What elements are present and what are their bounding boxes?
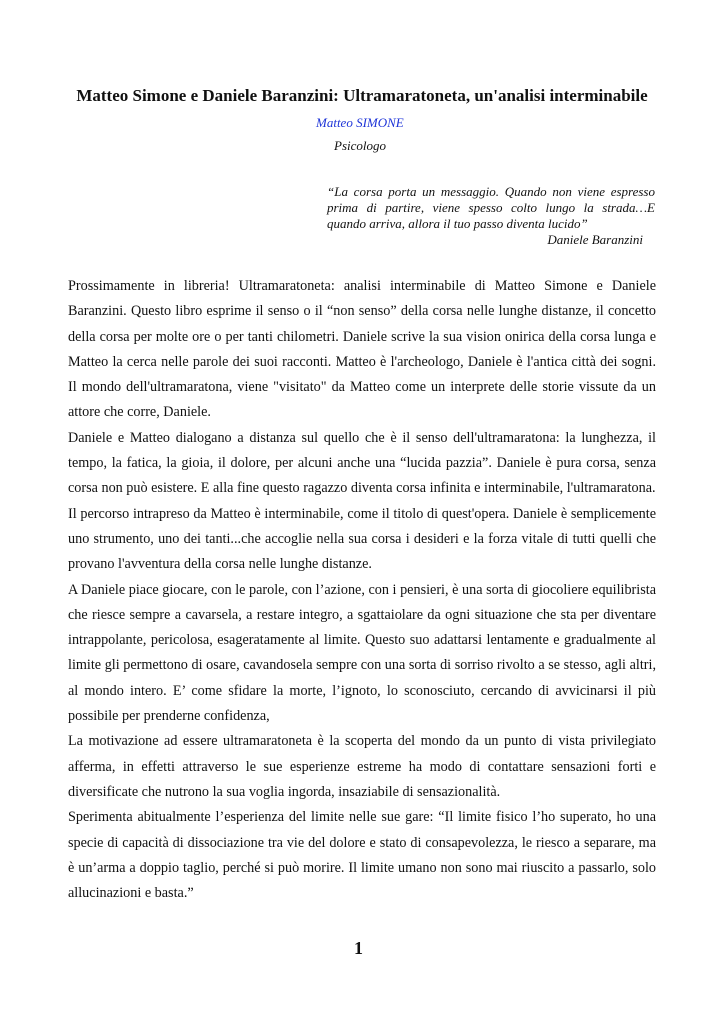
page-number: 1: [354, 938, 363, 958]
epigraph-text: “La corsa porta un messaggio. Quando non viene espresso prima di partire, viene spesso colto lungo la strada…E quando arriva, allora il tuo passo diventa lucido”: [327, 184, 655, 231]
paragraph: Il percorso intrapreso da Matteo è interminabile, come il titolo di quest'opera. Daniele è semplicemente uno strumento, uno dei tanti...che accoglie nella sua corsa i desideri e la forza vitale di tutti quelli che provano l'avventura della corsa nelle lunghe distanze.: [68, 505, 656, 573]
author-name: Matteo SIMONE: [316, 115, 404, 130]
document-title: Matteo Simone e Daniele Baranzini: Ultramaratoneta, un'analisi interminabile: [76, 86, 648, 105]
body-text: [68, 274, 656, 906]
paragraph: Sperimenta abitualmente l’esperienza del limite nelle sue gare: “Il limite fisico l’ho superato, ho una specie di capacità di dissociazione tra vie del dolore e stato di consapevolezza, le riesco a separare, ma è un’arma a doppio taglio, perché si può morire. Il limite umano non sono mai riuscito a passarlo, solo allucinazioni e basta.”: [68, 809, 656, 902]
paragraph: La motivazione ad essere ultramaratoneta è la scoperta del mondo da un punto di vista privilegiato afferma, in effetti attraverso le sue esperienze estreme ha modo di contattare sensazioni forti e diversificate che nutrono la sua voglia ingorda, insaziabile di sensazionalità.: [68, 733, 656, 800]
paragraph: Prossimamente in libreria! Ultramaratoneta: analisi interminabile di Matteo Simone e Daniele Baranzini. Questo libro esprime il senso o il “non senso” della corsa nelle lunghe distanze, il concetto della corsa per molte ore o per tanti chilometri. Daniele scrive la sua vision onirica della corsa lunga e Matteo la cerca nelle parole dei suoi racconti. Matteo è l'archeologo, Daniele è l'antica città dei sogni. Il mondo dell'ultramaratona, viene "visitato" da Matteo come un interprete delle storie vissute da un attore che corre, Daniele.: [68, 278, 656, 421]
paragraph: Daniele e Matteo dialogano a distanza sul quello che è il senso dell'ultramaratona: la lunghezza, il tempo, la fatica, la gioia, il dolore, per alcuni anche una “lucida pazzia”. Daniele è pura corsa, senza corsa non può esistere. E alla fine questo ragazzo diventa corsa infinita e interminabile, l'ultramaratona.: [68, 429, 656, 497]
author-role: Psicologo: [334, 138, 386, 153]
epigraph-attribution: Daniele Baranzini: [547, 232, 643, 247]
paragraph: A Daniele piace giocare, con le parole, con l’azione, con i pensieri, è una sorta di giocoliere equilibrista che riesce sempre a cavarsela, a restare integro, a sgattaiolare da ogni situazione che sta per diventare intrappolante, pericolosa, esageratamente al limite. Questo suo adattarsi lentamente e gradualmente al limite gli permettono di osare, cavandosela sempre con una sorta di sorriso rivolto a se stesso, agli altri, al mondo intero. E’ come sfidare la morte, l’ignoto, lo sconosciuto, cercando di avvicinarsi il più possibile per prenderne confidenza,: [68, 581, 656, 725]
epigraph: [327, 184, 655, 248]
